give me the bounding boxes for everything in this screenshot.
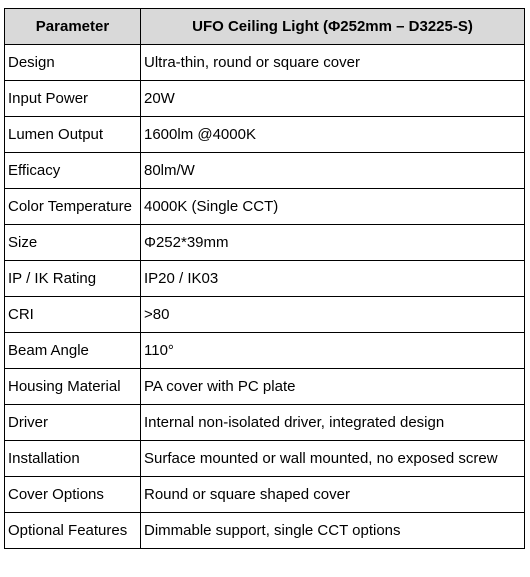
table-row xyxy=(5,369,525,405)
param-value: 1600lm @4000K xyxy=(141,117,525,153)
table-row xyxy=(5,189,525,225)
table-row xyxy=(5,477,525,513)
param-value: 80lm/W xyxy=(141,153,525,189)
param-label: Design xyxy=(5,45,141,81)
param-value: Ultra-thin, round or square cover xyxy=(141,45,525,81)
param-label: IP / IK Rating xyxy=(5,261,141,297)
param-label: Cover Options xyxy=(5,477,141,513)
param-label: Size xyxy=(5,225,141,261)
param-value: Dimmable support, single CCT options xyxy=(141,513,525,549)
param-label: Driver xyxy=(5,405,141,441)
table-row xyxy=(5,441,525,477)
table-row xyxy=(5,333,525,369)
param-label: CRI xyxy=(5,297,141,333)
param-label: Lumen Output xyxy=(5,117,141,153)
table-row xyxy=(5,513,525,549)
param-value: 110° xyxy=(141,333,525,369)
table-row xyxy=(5,81,525,117)
param-label: Optional Features xyxy=(5,513,141,549)
table-row xyxy=(5,297,525,333)
param-value: Φ252*39mm xyxy=(141,225,525,261)
param-label: Color Temperature xyxy=(5,189,141,225)
table-row xyxy=(5,153,525,189)
param-label: Housing Material xyxy=(5,369,141,405)
param-label: Efficacy xyxy=(5,153,141,189)
param-value: >80 xyxy=(141,297,525,333)
table-row xyxy=(5,117,525,153)
table-row xyxy=(5,45,525,81)
header-parameter: Parameter xyxy=(5,9,141,45)
param-value: Surface mounted or wall mounted, no exposed screw xyxy=(141,441,525,477)
param-label: Beam Angle xyxy=(5,333,141,369)
param-value: IP20 / IK03 xyxy=(141,261,525,297)
spec-table xyxy=(4,8,525,549)
param-value: 4000K (Single CCT) xyxy=(141,189,525,225)
param-value: 20W xyxy=(141,81,525,117)
header-product: UFO Ceiling Light (Φ252mm – D3225-S) xyxy=(141,9,525,45)
param-label: Input Power xyxy=(5,81,141,117)
param-label: Installation xyxy=(5,441,141,477)
table-row xyxy=(5,225,525,261)
table-row xyxy=(5,261,525,297)
param-value: Internal non-isolated driver, integrated design xyxy=(141,405,525,441)
table-row xyxy=(5,405,525,441)
header-row xyxy=(5,9,525,45)
param-value: Round or square shaped cover xyxy=(141,477,525,513)
param-value: PA cover with PC plate xyxy=(141,369,525,405)
